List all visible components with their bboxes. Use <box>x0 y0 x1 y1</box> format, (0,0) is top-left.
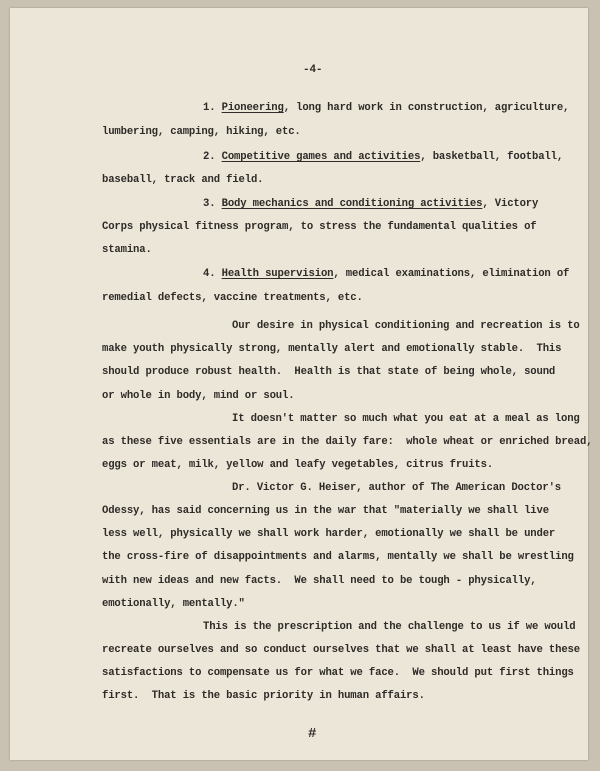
list-item-1-continuation: lumbering, camping, hiking, etc. <box>102 126 301 138</box>
paragraph-3-line: with new ideas and new facts. We shall need to be tough - physically, <box>102 575 537 587</box>
item-number: 4. <box>203 268 216 280</box>
paragraph-1-line: should produce robust health. Health is that state of being whole, sound <box>102 366 556 378</box>
paragraph-2-line: as these five essentials are in the daily fare: whole wheat or enriched bread, <box>102 436 593 448</box>
item-number: 1. <box>203 102 216 114</box>
list-item-2-continuation: baseball, track and field. <box>102 174 264 186</box>
item-number: 3. <box>203 198 216 210</box>
list-item-3 <box>203 198 538 210</box>
item-title: Competitive games and activities <box>221 151 421 163</box>
paragraph-2-line: eggs or meat, milk, yellow and leafy vegetables, citrus fruits. <box>102 459 494 471</box>
paragraph-3-line: the cross-fire of disappointments and alarms, mentally we shall be wrestling <box>102 551 574 563</box>
list-item-1 <box>203 102 569 114</box>
item-number: 2. <box>203 151 216 163</box>
paragraph-3-line: Odessy, has said concerning us in the war that "materially we shall live <box>102 505 549 517</box>
paragraph-1-line: or whole in body, mind or soul. <box>102 390 295 402</box>
list-item-4-continuation: remedial defects, vaccine treatments, etc. <box>102 292 363 304</box>
paragraph-4-line: satisfactions to compensate us for what we face. We should put first things <box>102 667 574 679</box>
paragraph-4-line: recreate ourselves and so conduct ourselves that we shall at least have these <box>102 644 580 656</box>
list-item-2 <box>203 151 563 163</box>
item-text: , long hard work in construction, agriculture, <box>283 102 570 114</box>
paragraph-2-line: It doesn't matter so much what you eat at a meal as long <box>232 413 580 425</box>
paragraph-4-line: This is the prescription and the challenge to us if we would <box>203 621 576 633</box>
item-text: , basketball, football, <box>420 151 564 163</box>
paragraph-3-line: Dr. Victor G. Heiser, author of The American Doctor's <box>232 482 561 494</box>
list-item-4 <box>203 268 569 280</box>
page-number: -4- <box>303 64 323 76</box>
item-title: Pioneering <box>221 102 284 114</box>
item-title: Body mechanics and conditioning activities <box>221 198 483 210</box>
end-mark: # <box>308 726 317 742</box>
item-text: , Victory <box>482 198 539 210</box>
paragraph-1-line: make youth physically strong, mentally alert and emotionally stable. This <box>102 343 562 355</box>
item-title: Health supervision <box>221 268 334 280</box>
list-item-3-continuation: stamina. <box>102 244 152 256</box>
list-item-3-continuation: Corps physical fitness program, to stress the fundamental qualities of <box>102 221 537 233</box>
paragraph-3-line: emotionally, mentally." <box>102 598 245 610</box>
paragraph-4-line: first. That is the basic priority in human affairs. <box>102 690 425 702</box>
paragraph-3-line: less well, physically we shall work harder, emotionally we shall be under <box>102 528 556 540</box>
paragraph-1-line: Our desire in physical conditioning and recreation is to <box>232 320 580 332</box>
item-text: , medical examinations, elimination of <box>333 268 570 280</box>
document-page <box>10 8 593 760</box>
